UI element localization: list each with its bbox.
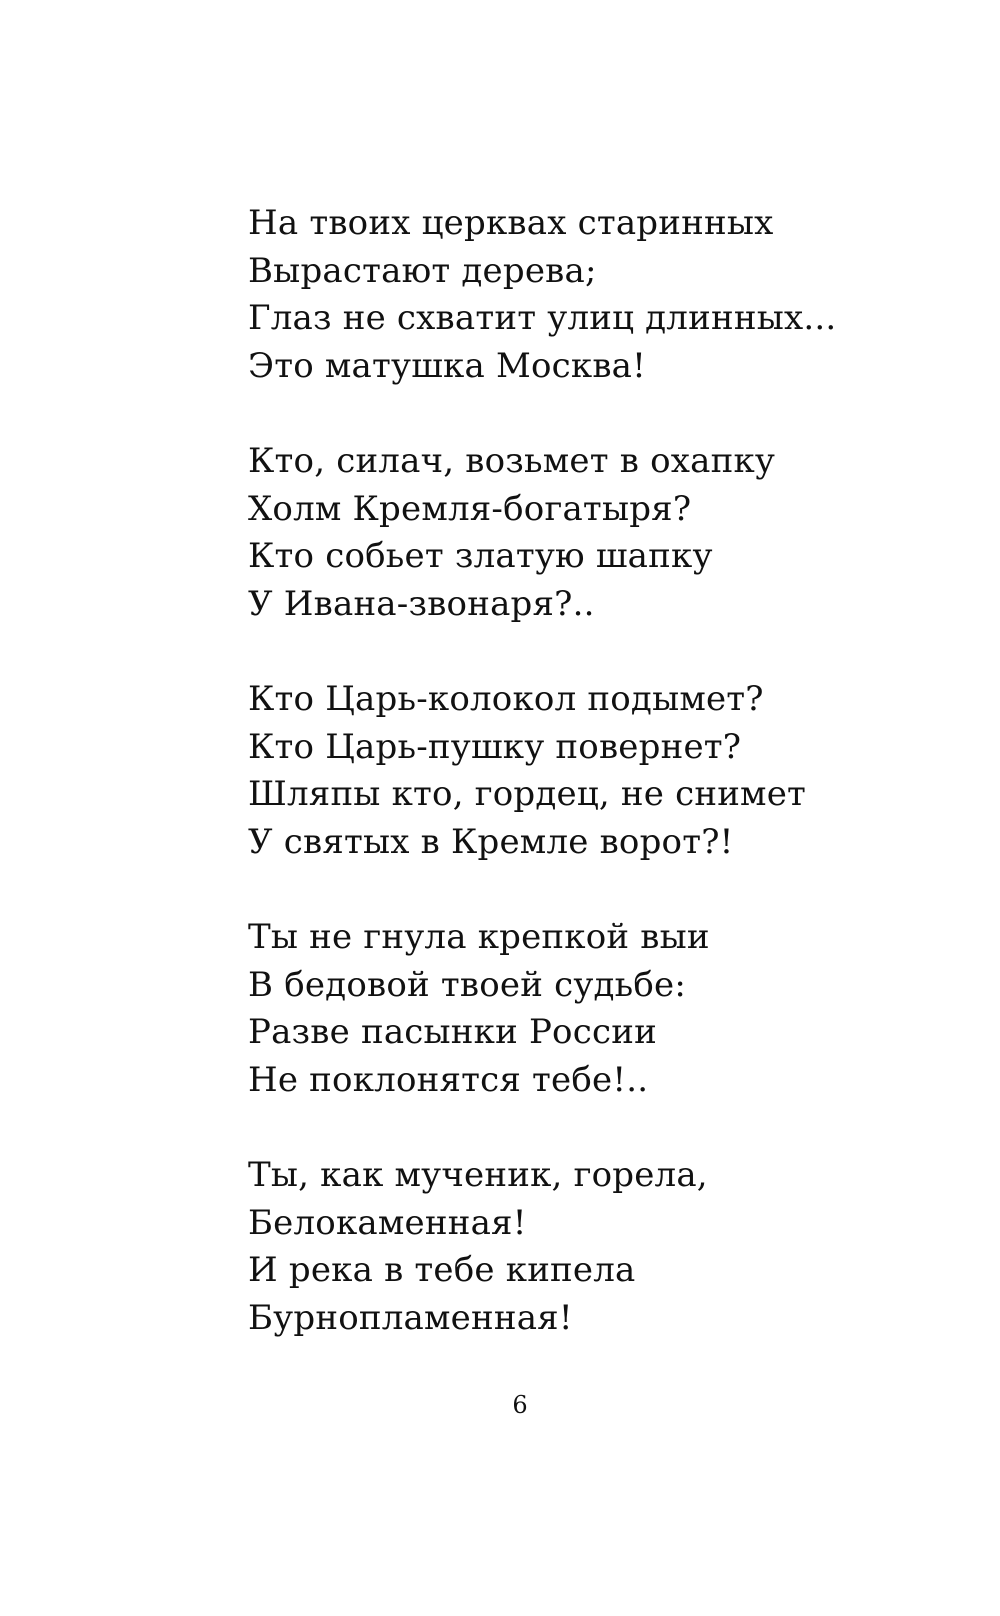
poem-line: И река в тебе кипела — [248, 1250, 636, 1290]
poem — [248, 200, 948, 1390]
stanza — [248, 914, 948, 1104]
stanza — [248, 676, 948, 866]
poem-line: Кто Царь-пушку повернет? — [248, 726, 742, 767]
poem-line: На твоих церквах старинных — [248, 203, 774, 243]
poem-line: Бурнопламенная! — [248, 1297, 573, 1338]
stanza — [248, 1152, 948, 1342]
poem-line: Ты, как мученик, горела, — [248, 1155, 708, 1195]
poem-line: Шляпы кто, гордец, не снимет — [248, 774, 807, 814]
poem-line: Холм Кремля-богатыря? — [248, 488, 692, 529]
poem-line: Это матушка Москва! — [248, 345, 647, 386]
poem-line: У святых в Кремле ворот?! — [248, 821, 734, 862]
poem-line: Кто, силач, возьмет в охапку — [248, 441, 776, 481]
page-number: 6 — [512, 1391, 528, 1419]
stanza — [248, 438, 948, 628]
poem-line: Не поклонятся тебе!.. — [248, 1059, 649, 1100]
poem-line: У Ивана-звонаря?.. — [248, 583, 595, 624]
stanza — [248, 200, 948, 390]
poem-line: Кто собьет златую шапку — [248, 536, 713, 576]
poem-line: Ты не гнула крепкой выи — [248, 917, 710, 957]
poem-line: Разве пасынки России — [248, 1012, 657, 1052]
poem-line: Вырастают дерева; — [248, 250, 597, 291]
poem-line: Глаз не схватит улиц длинных... — [248, 298, 837, 338]
poem-line: В бедовой твоей судьбе: — [248, 964, 687, 1005]
poem-line: Белокаменная! — [248, 1202, 527, 1243]
poem-line: Кто Царь-колокол подымет? — [248, 679, 764, 719]
